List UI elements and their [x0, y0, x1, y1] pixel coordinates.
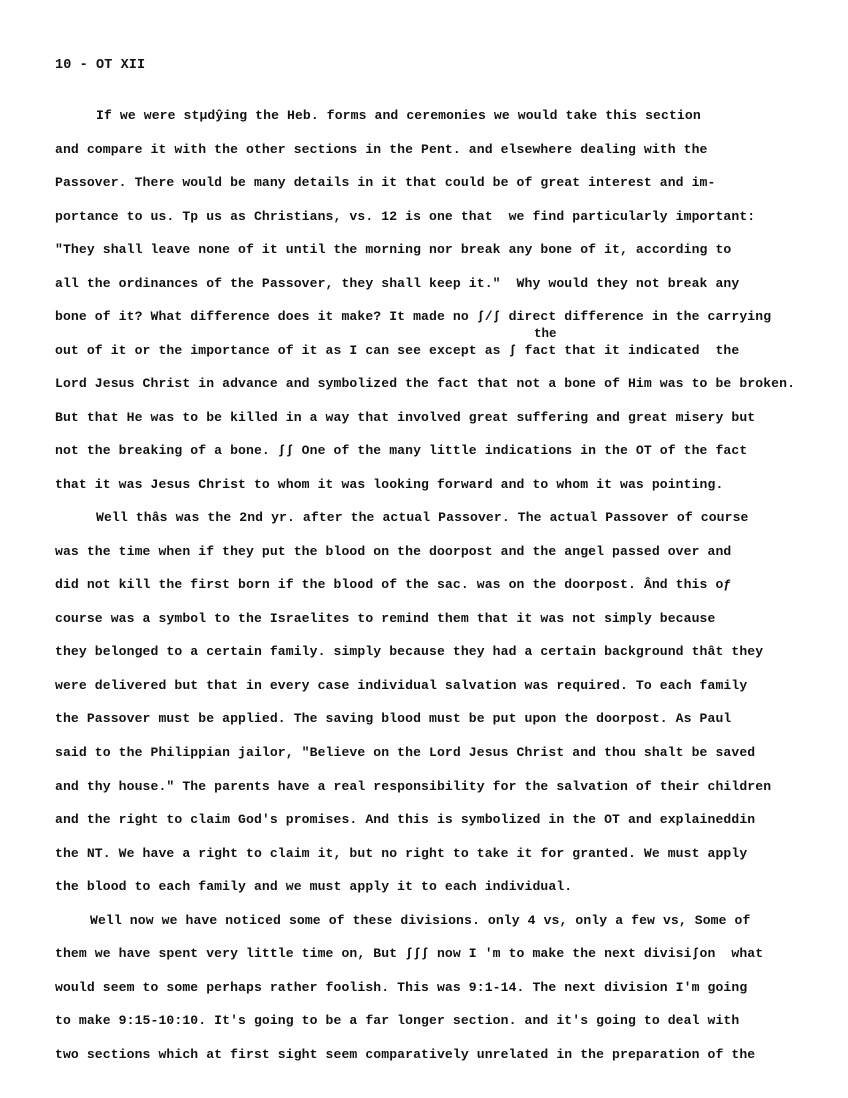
text-line: the blood to each family and we must apply it to each individual. [55, 879, 573, 894]
text-line: the Passover must be applied. The saving blood must be put upon the doorpost. As Paul [55, 711, 732, 726]
text-line: to make 9:15-10:10. It's going to be a far longer section. and it's going to deal with [55, 1013, 740, 1028]
text-line: said to the Philippian jailor, "Believe on the Lord Jesus Christ and thou shalt be saved [55, 745, 756, 760]
text-line: did not kill the first born if the blood of the sac. was on the doorpost. Ând this oƒ [55, 577, 732, 592]
page-header: 10 - OT XII [55, 58, 146, 73]
handwritten-insertion: the [534, 327, 557, 341]
text-line: Lord Jesus Christ in advance and symbolized the fact that not a bone of Him was to be broken. [55, 376, 796, 391]
text-line: Well now we have noticed some of these divisions. only 4 vs, only a few vs, Some of [90, 913, 751, 928]
text-line: portance to us. Tp us as Christians, vs. 12 is one that we find particularly important: [55, 209, 756, 224]
text-line: bone of it? What difference does it make? It made no ʃ/ʃ direct difference in the carrying [55, 309, 772, 324]
text-line: they belonged to a certain family. simply because they had a certain background thât they [55, 644, 764, 659]
text-line: that it was Jesus Christ to whom it was looking forward and to whom it was pointing. [55, 477, 724, 492]
text-line: If we were stμdŷing the Heb. forms and ceremonies we would take this section [96, 108, 701, 123]
text-line: and compare it with the other sections in the Pent. and elsewhere dealing with the [55, 142, 708, 157]
text-line: course was a symbol to the Israelites to remind them that it was not simply because [55, 611, 716, 626]
text-line: and thy house." The parents have a real responsibility for the salvation of their children [55, 779, 772, 794]
text-line: "They shall leave none of it until the morning nor break any bone of it, according to [55, 242, 732, 257]
text-line: all the ordinances of the Passover, they shall keep it." Why would they not break any [55, 276, 740, 291]
text-line: out of it or the importance of it as I can see except as ʃ fact that it indicated the [55, 343, 740, 358]
text-line: was the time when if they put the blood on the doorpost and the angel passed over and [55, 544, 732, 559]
text-line: and the right to claim God's promises. And this is symbolized in the OT and explaineddin [55, 812, 756, 827]
text-line: Well thâs was the 2nd yr. after the actual Passover. The actual Passover of course [96, 510, 749, 525]
text-line: would seem to some perhaps rather foolish. This was 9:1-14. The next division I'm going [55, 980, 748, 995]
text-line: Passover. There would be many details in it that could be of great interest and im- [55, 175, 716, 190]
text-line: the NT. We have a right to claim it, but no right to take it for granted. We must apply [55, 846, 748, 861]
text-line: But that He was to be killed in a way that involved great suffering and great misery but [55, 410, 756, 425]
text-line: two sections which at first sight seem comparatively unrelated in the preparation of the [55, 1047, 756, 1062]
text-line: not the breaking of a bone. ʃʃ One of the many little indications in the OT of the fact [55, 443, 748, 458]
text-line: them we have spent very little time on, But ʃʃʃ now I 'm to make the next divisiʃon what [55, 946, 764, 961]
text-line: were delivered but that in every case individual salvation was required. To each family [55, 678, 748, 693]
